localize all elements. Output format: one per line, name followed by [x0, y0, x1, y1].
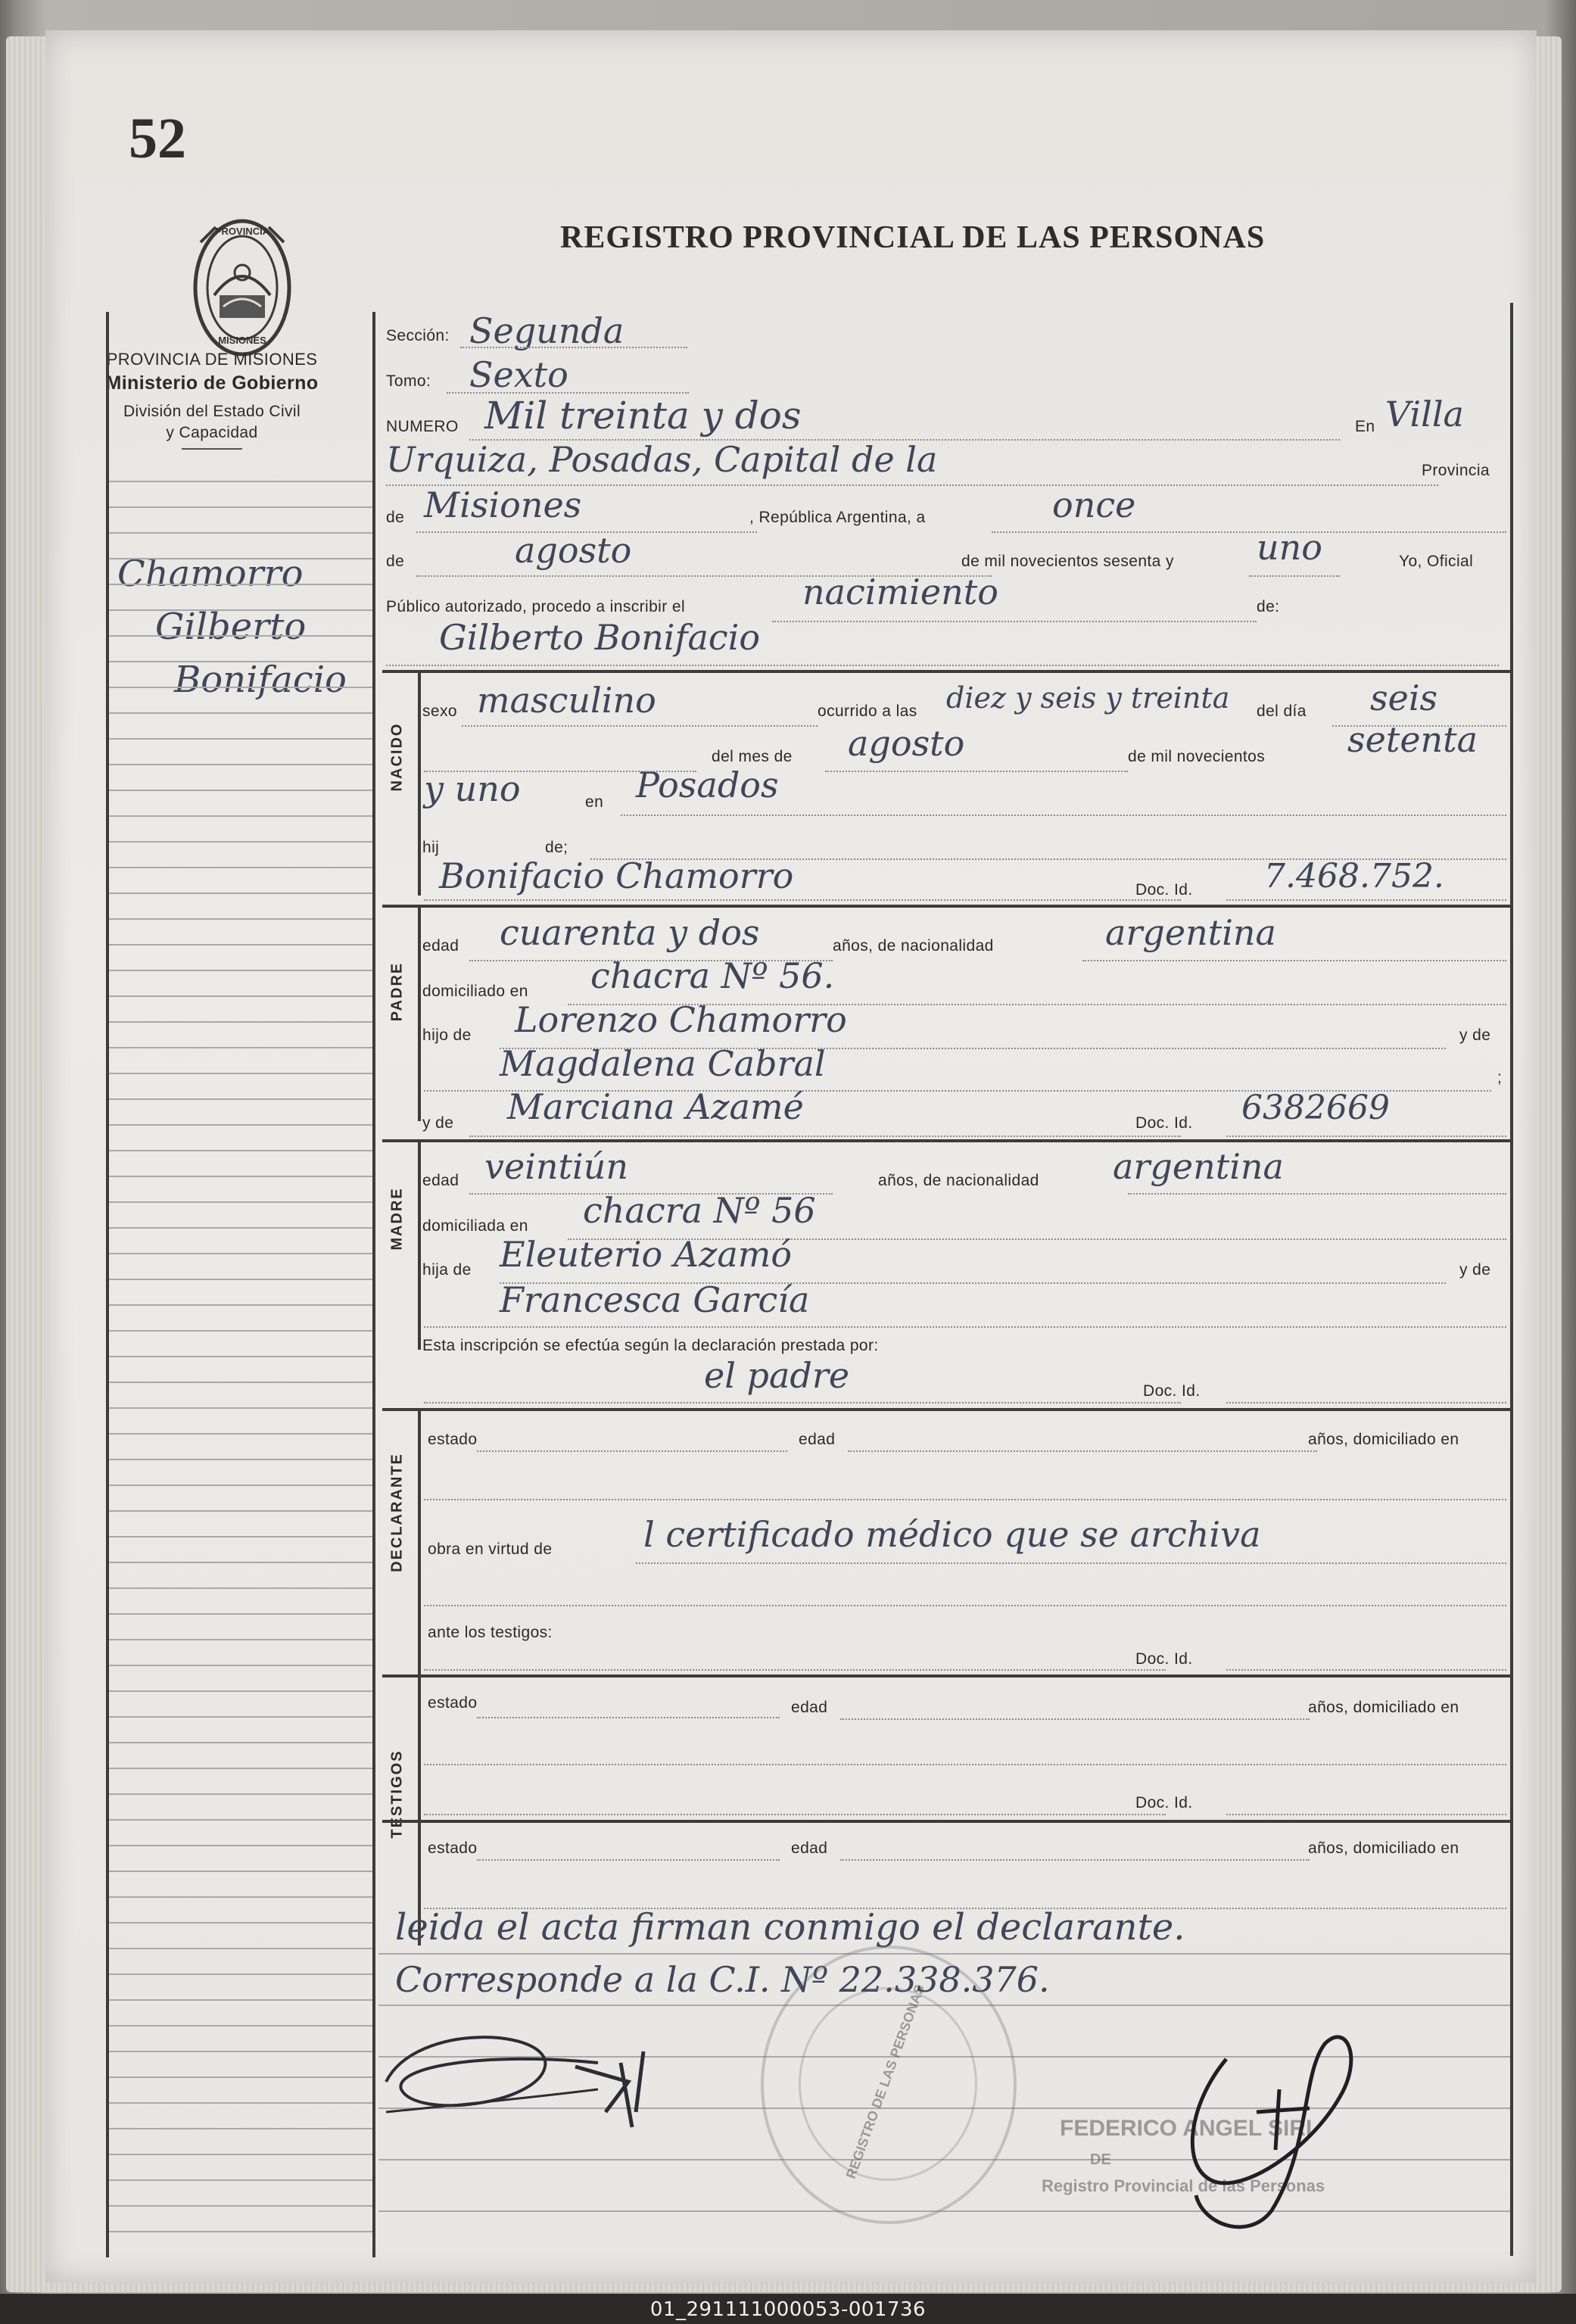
hora-value: diez y seis y treinta — [946, 681, 1230, 715]
en-label: En — [1355, 418, 1375, 435]
madre-nac-dotline — [1128, 1193, 1506, 1195]
de-label-1: de — [386, 509, 405, 526]
mes-inscripcion-value: agosto — [515, 530, 632, 571]
emblem-top-text: PROVINCIA — [214, 226, 270, 237]
padre-nombre-value: Bonifacio Chamorro — [439, 855, 794, 896]
provincia-label: Provincia — [1422, 462, 1490, 479]
ledger-line — [109, 1562, 372, 1563]
madre-nac-label: años, de nacionalidad — [878, 1172, 1039, 1189]
madre-section-label: MADRE — [388, 1187, 406, 1251]
madre-edad-label: edad — [422, 1172, 459, 1189]
de-mil-nov-label: de mil novecientos — [1128, 748, 1266, 765]
ledger-line — [109, 1201, 372, 1203]
testigo-2-anos-label: años, domiciliado en — [1308, 1840, 1459, 1857]
ledger-line — [109, 1407, 372, 1409]
ledger-line — [109, 1253, 372, 1254]
padre-edad-value: cuarenta y dos — [500, 912, 760, 953]
numero-value: Mil treinta y dos — [484, 394, 802, 438]
stamp-line-2: DE — [1090, 2151, 1111, 2168]
ocurrido-label: ocurrido a las — [818, 702, 917, 720]
padre-nacionalidad-value: argentina — [1105, 912, 1276, 953]
nacido-top-rule — [382, 670, 1510, 673]
testigo-2-estado-dotline — [477, 1859, 780, 1861]
signature-area-rule-1 — [378, 1953, 1510, 1955]
inscripcion-label: Esta inscripción se efectúa según la declaración prestada por: — [422, 1337, 879, 1354]
padre-edad-label: edad — [422, 937, 459, 955]
official-signature — [1113, 1998, 1431, 2256]
seccion-value: Segunda — [469, 310, 624, 351]
ledger-line — [109, 2128, 372, 2129]
ledger-line — [109, 867, 372, 868]
provincial-shield-icon — [185, 212, 299, 363]
provincia-value: Misiones — [424, 484, 582, 525]
emblem-bottom-text: MISIONES — [218, 335, 266, 346]
authority-line-4: y Capacidad — [166, 424, 258, 441]
declarante-edad-dotline — [848, 1450, 1317, 1452]
sexo-dotline — [462, 725, 818, 727]
right-frame-rule — [1510, 303, 1513, 2256]
madre-doc-dotline — [1226, 1136, 1506, 1137]
de-colon-label: de: — [1257, 598, 1280, 615]
padre-doc-value: 7.468.752. — [1264, 857, 1444, 896]
declarante-dotline — [424, 1402, 1181, 1403]
hij-label: hij — [422, 839, 440, 856]
madre-top-rule — [382, 1139, 1510, 1142]
madre-y-de-label-2: y de — [1459, 1261, 1491, 1279]
ledger-line — [109, 1098, 372, 1100]
ledger-line — [109, 2231, 372, 2232]
obra-label: obra en virtud de — [428, 1541, 553, 1558]
certificado-dotline — [636, 1562, 1506, 1564]
ledger-line — [109, 1536, 372, 1537]
ledger-line — [109, 815, 372, 817]
ledger-line — [109, 609, 372, 611]
ledger-line — [109, 481, 372, 482]
padre-top-rule — [382, 905, 1510, 908]
madre-hija-de-label: hija de — [422, 1261, 472, 1279]
ledger-line — [109, 1433, 372, 1435]
ledger-line — [109, 918, 372, 920]
document-title: REGISTRO PROVINCIAL DE LAS PERSONAS — [560, 220, 1266, 255]
declarante-anos-label: años, domiciliado en — [1308, 1431, 1459, 1448]
acto-value: nacimiento — [802, 572, 998, 612]
testigo-1-doc-dotline — [1226, 1669, 1506, 1671]
ledger-line — [109, 2205, 372, 2207]
ledger-line — [109, 1227, 372, 1229]
margin-surname: Chamorro — [117, 553, 304, 595]
declarante-doc-label: Doc. Id. — [1143, 1382, 1201, 1400]
ledger-line — [109, 1639, 372, 1640]
testigo-1-estado-dotline — [477, 1717, 780, 1718]
padre-domicilio-value: chacra Nº 56. — [590, 955, 835, 996]
ledger-line — [109, 790, 372, 791]
ledger-line — [109, 661, 372, 662]
madre-edad-value: veintiún — [484, 1146, 628, 1187]
seccion-label: Sección: — [386, 327, 450, 344]
madre-side-rule — [418, 1142, 421, 1350]
anio-nacimiento-value-2: y uno — [424, 768, 521, 809]
sexo-label: sexo — [422, 702, 457, 720]
declarante-section-label: DECLARANTE — [388, 1453, 406, 1572]
ledger-line — [109, 1690, 372, 1692]
certificado-value: l certificado médico que se archiva — [643, 1514, 1261, 1555]
de-semicolon-label: de; — [545, 839, 568, 856]
tomo-label: Tomo: — [386, 372, 431, 390]
ledger-line — [109, 1665, 372, 1666]
declarante-edad-label: edad — [799, 1431, 836, 1448]
authority-line-1: PROVINCIA DE MISIONES — [106, 350, 318, 369]
madre-doc-value: 6382669 — [1241, 1089, 1390, 1127]
ledger-line — [109, 558, 372, 559]
page-number: 52 — [129, 107, 186, 170]
ledger-line — [109, 1845, 372, 1846]
testigo-2-doc-label: Doc. Id. — [1135, 1794, 1193, 1812]
madre-nombre-dotline — [469, 1136, 1181, 1137]
testigo-2-edad-label: edad — [791, 1840, 828, 1857]
ledger-line — [109, 995, 372, 997]
ante-label: ante los testigos: — [428, 1624, 553, 1641]
ledger-line — [109, 1330, 372, 1332]
testigo-2-rule — [382, 1820, 1510, 1823]
del-mes-label: del mes de — [712, 748, 793, 765]
left-frame-rule — [106, 312, 109, 2257]
ledger-line — [109, 738, 372, 740]
ledger-line — [109, 1356, 372, 1357]
yo-oficial-label: Yo, Oficial — [1399, 553, 1474, 570]
ledger-line — [109, 1021, 372, 1023]
ledger-line — [109, 2051, 372, 2052]
padre-nac-label: años, de nacionalidad — [833, 937, 994, 955]
nota-1: leida el acta firman conmigo el declarante. — [395, 1906, 1185, 1949]
ledger-line — [109, 764, 372, 765]
ledger-line — [109, 2179, 372, 2181]
ledger-line — [109, 1896, 372, 1898]
testigo-1-dom-dotline — [424, 1764, 1506, 1765]
declarante-side-rule — [418, 1410, 421, 1675]
nombre-inscripto: Gilberto Bonifacio — [439, 617, 761, 658]
testigos-top-rule — [382, 1674, 1510, 1678]
ledger-line — [109, 1047, 372, 1048]
lugar-nacimiento-value: Posados — [636, 765, 779, 805]
numero-label: NUMERO — [386, 418, 459, 435]
declarant-signature — [371, 1991, 765, 2142]
authority-line-2: Ministerio de Gobierno — [105, 372, 319, 394]
ledger-line — [109, 2025, 372, 2026]
testigo-1-dotline — [424, 1669, 1166, 1671]
ledger-line — [109, 1176, 372, 1177]
anio-inscripcion-dotline — [1249, 575, 1340, 577]
madre-nombre-value: Marciana Azamé — [507, 1086, 804, 1127]
declarante-doc-dotline — [1226, 1402, 1506, 1403]
ledger-line — [109, 635, 372, 637]
declarante-dom-dotline — [424, 1499, 1506, 1500]
ledger-line — [109, 1768, 372, 1769]
testigo-2-dotline — [424, 1814, 1166, 1815]
ledger-line — [109, 1948, 372, 1949]
ledger-line — [109, 2154, 372, 2155]
stamp-officer-name: FEDERICO ANGEL SIRI — [1060, 2116, 1313, 2141]
testigo-1-anos-label: años, domiciliado en — [1308, 1699, 1459, 1716]
testigos-section-label: TESTIGOS — [388, 1749, 406, 1839]
acto-dotline — [772, 621, 1257, 622]
dia-nacimiento-value: seis — [1370, 678, 1438, 718]
padre-nombre-dotline — [424, 899, 1181, 901]
publico-label: Público autorizado, procedo a inscribir el — [386, 598, 686, 615]
authority-line-3: División del Estado Civil — [123, 403, 301, 420]
declarante-estado-dotline — [477, 1450, 787, 1452]
declarante-estado-label: estado — [428, 1431, 478, 1448]
ledger-line — [109, 1999, 372, 2001]
ledger-line — [109, 1716, 372, 1718]
madre-domicilio-value: chacra Nº 56 — [583, 1190, 816, 1231]
anio-nacimiento-value-1: setenta — [1347, 719, 1478, 760]
ledger-line — [109, 1613, 372, 1615]
sexo-value: masculino — [477, 680, 656, 721]
seal-text: REGISTRO DE LAS PERSONAS — [843, 1983, 928, 2181]
padre-hijo-de-value-1: Lorenzo Chamorro — [515, 999, 847, 1040]
madre-doc-label: Doc. Id. — [1135, 1114, 1193, 1132]
ledger-line — [109, 506, 372, 508]
ledger-line — [109, 532, 372, 534]
anio-inscripcion-value: uno — [1257, 527, 1322, 568]
ledger-line — [109, 893, 372, 894]
testigo-1-edad-label: edad — [791, 1699, 828, 1716]
dia-inscripcion-value: once — [1052, 484, 1136, 525]
ledger-line — [109, 2076, 372, 2078]
padre-side-rule — [418, 907, 421, 1121]
nacido-side-rule — [418, 672, 421, 896]
ledger-line — [109, 1484, 372, 1486]
ledger-line — [109, 1974, 372, 1975]
nacido-section-label: NACIDO — [388, 722, 406, 792]
tomo-value: Sexto — [469, 354, 568, 395]
testigo-2-estado-label: estado — [428, 1840, 478, 1857]
ledger-line — [109, 1124, 372, 1126]
madre-hija-de-value-2: Francesca García — [500, 1279, 810, 1320]
mes-nacimiento-dotline — [825, 771, 1128, 772]
ledger-line — [109, 1510, 372, 1512]
madre-hija-de-2-dotline — [424, 1326, 1506, 1328]
testigo-1-edad-dotline — [840, 1718, 1310, 1720]
lugar-value-1: Villa — [1385, 394, 1464, 435]
ledger-line — [109, 584, 372, 585]
nota-2: Corresponde a la C.I. Nº 22.338.376. — [395, 1959, 1050, 2000]
testigo-2-edad-dotline — [840, 1859, 1310, 1861]
ledger-line — [109, 1819, 372, 1821]
ledger-line — [109, 1922, 372, 1924]
seccion-dotline — [460, 347, 687, 348]
de-label-2: de — [386, 553, 405, 570]
padre-semicolon: ; — [1497, 1069, 1503, 1086]
republica-label: , República Argentina, a — [749, 509, 926, 526]
madre-dom-label: domiciliada en — [422, 1217, 528, 1235]
margin-given-name-1: Gilberto — [155, 606, 307, 648]
ledger-line — [109, 1382, 372, 1383]
ledger-line — [109, 1150, 372, 1151]
padre-nac-dotline — [1082, 960, 1506, 961]
register-page — [45, 30, 1537, 2282]
declarante-top-rule — [382, 1408, 1510, 1411]
testigos-side-rule — [418, 1677, 421, 1945]
ledger-line — [109, 841, 372, 843]
authority-underline — [182, 448, 242, 450]
madre-hija-de-value-1: Eleuterio Azamó — [500, 1234, 793, 1275]
ledger-line — [109, 712, 372, 714]
ledger-line — [109, 1871, 372, 1872]
padre-hijo-de-value-2: Magdalena Cabral — [500, 1043, 826, 1084]
madre-nacionalidad-value: argentina — [1113, 1146, 1284, 1187]
image-reference: 01_291111000053-001736 — [649, 2298, 927, 2321]
padre-doc-dotline — [1226, 899, 1506, 901]
lugar-value-2: Urquiza, Posadas, Capital de la — [386, 439, 938, 480]
padre-y-de-label: y de — [1459, 1026, 1491, 1044]
margin-given-name-2: Bonifacio — [174, 659, 347, 701]
lugar-nacimiento-dotline — [621, 815, 1506, 816]
ledger-line — [109, 970, 372, 971]
ledger-line — [109, 687, 372, 688]
testigo-1-estado-label: estado — [428, 1694, 478, 1712]
ledger-line — [109, 1742, 372, 1743]
de-mil-label: de mil novecientos sesenta y — [961, 553, 1174, 570]
madre-y-de-label: y de — [422, 1114, 454, 1132]
ledger-line — [109, 2102, 372, 2104]
testigo-2-doc-dotline — [1226, 1814, 1506, 1815]
stamp-line-3: Registro Provincial de las Personas — [1042, 2176, 1325, 2195]
column-divider — [372, 312, 375, 2257]
ledger-line — [109, 1279, 372, 1280]
nombre-dotline — [386, 665, 1499, 666]
ledger-line — [109, 944, 372, 945]
del-dia-label: del día — [1257, 702, 1307, 720]
dia-inscripcion-dotline — [992, 531, 1506, 533]
padre-section-label: PADRE — [388, 961, 406, 1022]
padre-dom-label: domiciliado en — [422, 983, 528, 1000]
ledger-line — [109, 1793, 372, 1795]
ledger-line — [109, 1459, 372, 1460]
padre-doc-label: Doc. Id. — [1135, 881, 1193, 899]
testigo-1-doc-label: Doc. Id. — [1135, 1650, 1193, 1668]
ledger-line — [109, 1587, 372, 1589]
ledger-line — [109, 1304, 372, 1306]
en-lower-label: en — [585, 793, 604, 811]
declarante-value: el padre — [704, 1355, 850, 1396]
certificado-2-dotline — [424, 1605, 1506, 1606]
ledger-line — [109, 1073, 372, 1074]
mes-nacimiento-value: agosto — [848, 723, 965, 764]
padre-hijo-de-label: hijo de — [422, 1026, 472, 1044]
